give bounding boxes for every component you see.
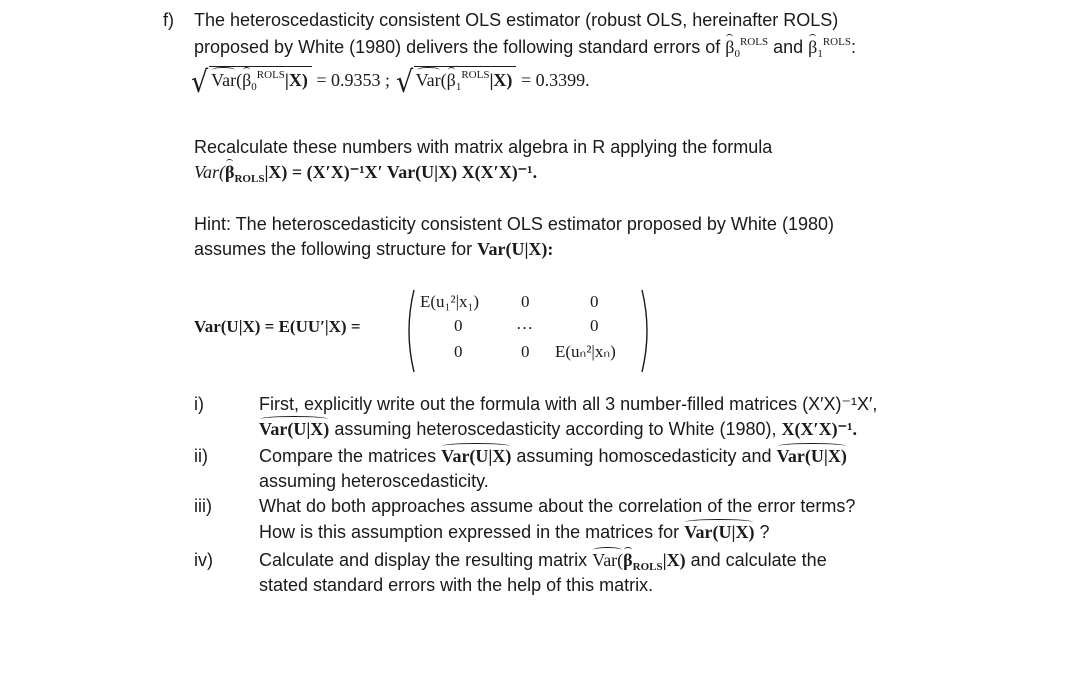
item-iv-line-2: stated standard errors with the help of this matrix.: [259, 575, 654, 595]
matrix-cell: 0: [454, 342, 463, 361]
standard-errors: √ $Var(\beta_0^{ROLS}|X) = 0.9353$ ; √ $Var(\beta_1^{ROLS}|X) = 0.3399$.: [190, 65, 590, 100]
item-ii-line-1: Compare the matrices Var(U|X) assuming homoscedasticity and Var(U|X): [259, 446, 847, 466]
matrix-cell: 0: [590, 292, 599, 311]
left-paren: [402, 288, 416, 374]
matrix-cell: 0: [521, 342, 530, 361]
intro-line-2: proposed by White (1980) delivers the following standard errors of $\beta_0^{ROLS}$ and $\beta_1^{ROLS}$:: [194, 36, 856, 60]
part-label: f): [163, 10, 174, 30]
item-i-label: i): [194, 394, 204, 414]
hint-line-1: Hint: The heteroscedasticity consistent OLS estimator proposed by White (1980): [194, 214, 834, 234]
recalc-formula: $Var(\beta_{ROLS}|X) = (X'X)^{-1}X'$ Var(U|X) X(X′X)⁻¹.: [194, 162, 538, 185]
right-paren: [640, 288, 654, 374]
item-ii-label: ii): [194, 446, 208, 466]
item-iii-line-1: What do both approaches assume about the correlation of the error terms?: [259, 496, 856, 516]
matrix-cell: 0: [590, 316, 599, 335]
item-iv-label: iv): [194, 550, 213, 570]
hint-line-2: assumes the following structure for Var(U|X):: [194, 239, 554, 259]
intro-line-1: The heteroscedasticity consistent OLS estimator (robust OLS, hereinafter ROLS): [194, 10, 839, 30]
matrix-cell: …: [516, 314, 533, 333]
item-iii-line-2: How is this assumption expressed in the matrices for Var(U|X) ?: [259, 522, 770, 542]
item-iv-line-1: Calculate and display the resulting matrix $Var(\beta_{ROLS}|X)$ and calculate the: [259, 550, 827, 573]
matrix-cell: 0: [454, 316, 463, 335]
item-iii-label: iii): [194, 496, 212, 516]
recalc-line-1: Recalculate these numbers with matrix algebra in R applying the formula: [194, 137, 773, 157]
matrix-lhs: Var(U|X) = E(UU′|X) =: [194, 317, 361, 336]
item-i-line-1: First, explicitly write out the formula with all 3 number-filled matrices (X′X)⁻¹X′,: [259, 394, 878, 414]
matrix-cell: 0: [521, 292, 530, 311]
item-ii-line-2: assuming heteroscedasticity.: [259, 471, 489, 491]
matrix-cell: E(u₁²|x₁): [420, 292, 480, 311]
item-i-line-2: Var(U|X) assuming heteroscedasticity according to White (1980), X(X′X)⁻¹.: [259, 419, 857, 439]
covariance-matrix: [402, 288, 662, 374]
matrix-cell: E(uₙ²|xₙ): [555, 342, 616, 361]
